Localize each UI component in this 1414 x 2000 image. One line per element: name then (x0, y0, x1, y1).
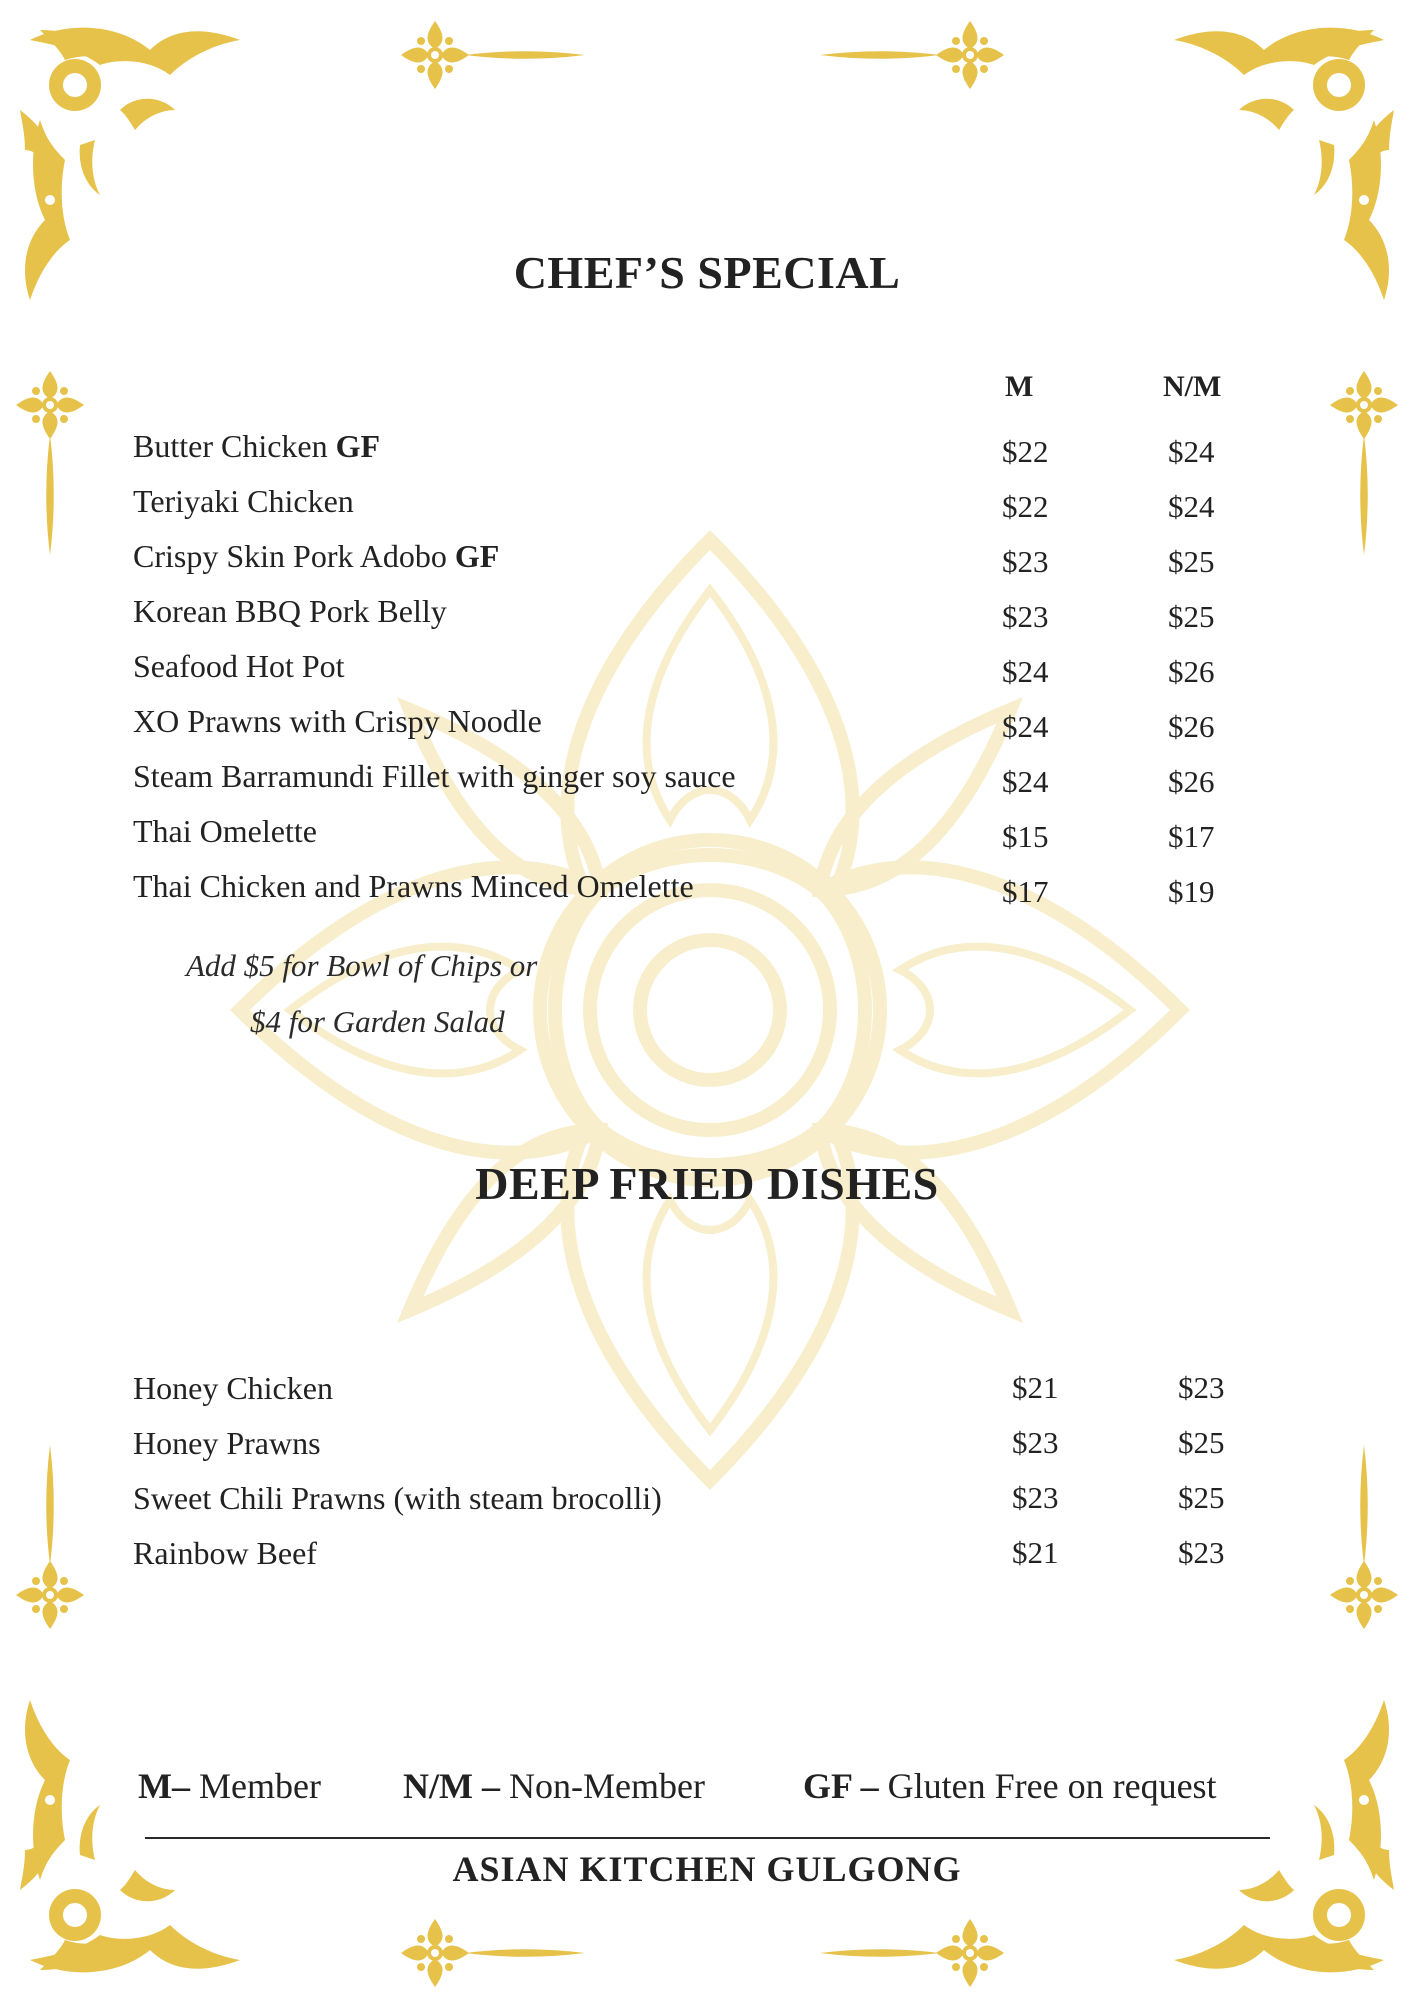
legend-gluten-free (803, 1765, 1217, 1807)
non-member-price: $26 (1168, 709, 1215, 744)
footer-restaurant-name: ASIAN KITCHEN GULGONG (452, 1849, 962, 1889)
non-member-price: $25 (1168, 544, 1215, 579)
menu-item-name (133, 593, 447, 630)
member-price: $24 (1002, 654, 1049, 689)
non-member-price: $24 (1168, 489, 1215, 524)
legend-non-member-text: Non-Member (499, 1766, 705, 1806)
member-price: $23 (1012, 1480, 1059, 1515)
menu-item-name (133, 703, 542, 740)
sides-note-line-1: Add $5 for Bowl of Chips or (186, 948, 538, 983)
non-member-price: $25 (1168, 599, 1215, 634)
flower-ornament-icon (1319, 360, 1409, 560)
menu-item-name (133, 483, 354, 520)
legend-member-text: Member (189, 1766, 321, 1806)
flower-ornament-icon (390, 10, 590, 100)
menu-item-name (133, 1370, 333, 1407)
member-price: $24 (1002, 709, 1049, 744)
member-price: $23 (1002, 599, 1049, 634)
menu-item-name (133, 868, 694, 905)
menu-item-label: Korean BBQ Pork Belly (133, 593, 447, 629)
corner-ornament-icon (1094, 1680, 1414, 2000)
legend-member-key: M– (138, 1766, 190, 1806)
non-member-price: $25 (1178, 1480, 1225, 1515)
menu-item-label: Crispy Skin Pork Adobo (133, 538, 455, 574)
legend-non-member-key: N/M – (403, 1766, 500, 1806)
member-price: $17 (1002, 874, 1049, 909)
flower-ornament-icon (815, 1908, 1015, 1998)
menu-item-name (133, 1425, 321, 1462)
member-price: $23 (1012, 1425, 1059, 1460)
member-price: $22 (1002, 489, 1049, 524)
member-price: $22 (1002, 434, 1049, 469)
gluten-free-tag: GF (454, 538, 500, 574)
menu-item-name (133, 813, 317, 850)
flower-ornament-icon (390, 1908, 590, 1998)
legend-gluten-free-text: Gluten Free on request (878, 1766, 1217, 1806)
menu-item-label: Steam Barramundi Fillet with ginger soy sauce (133, 758, 736, 794)
flower-ornament-icon (1319, 1440, 1409, 1640)
non-member-price: $23 (1178, 1370, 1225, 1405)
legend-non-member (403, 1765, 705, 1807)
menu-item-name (133, 758, 736, 795)
member-price: $21 (1012, 1370, 1059, 1405)
menu-item-label: Butter Chicken (133, 428, 336, 464)
flower-ornament-icon (815, 10, 1015, 100)
non-member-price: $26 (1168, 764, 1215, 799)
section-title-deep-fried: DEEP FRIED DISHES (475, 1158, 939, 1209)
menu-item-name (133, 428, 380, 465)
non-member-price: $17 (1168, 819, 1215, 854)
menu-item-name (133, 648, 345, 685)
gluten-free-tag: GF (335, 428, 381, 464)
menu-item-label: Thai Omelette (133, 813, 317, 849)
non-member-price: $19 (1168, 874, 1215, 909)
menu-item-name (133, 538, 499, 575)
flower-ornament-icon (5, 360, 95, 560)
section-title-chefs-special: CHEF’S SPECIAL (513, 247, 901, 298)
non-member-price: $23 (1178, 1535, 1225, 1570)
non-member-price: $25 (1178, 1425, 1225, 1460)
menu-item-name (133, 1535, 317, 1572)
non-member-price: $26 (1168, 654, 1215, 689)
footer-divider (145, 1837, 1270, 1839)
menu-item-label: Seafood Hot Pot (133, 648, 345, 684)
legend-gluten-free-key: GF – (803, 1766, 879, 1806)
non-member-price: $24 (1168, 434, 1215, 469)
menu-item-label: Thai Chicken and Prawns Minced Omelette (133, 868, 694, 904)
menu-item-label: XO Prawns with Crispy Noodle (133, 703, 542, 739)
corner-ornament-icon (0, 1680, 320, 2000)
flower-ornament-icon (5, 1440, 95, 1640)
member-price: $21 (1012, 1535, 1059, 1570)
menu-item-label: Honey Chicken (133, 1370, 333, 1406)
menu-item-label: Sweet Chili Prawns (with steam brocolli) (133, 1480, 662, 1516)
menu-item-label: Teriyaki Chicken (133, 483, 354, 519)
column-header-non-member: N/M (1163, 370, 1222, 403)
legend-member (138, 1765, 321, 1807)
member-price: $24 (1002, 764, 1049, 799)
menu-item-label: Honey Prawns (133, 1425, 321, 1461)
member-price: $23 (1002, 544, 1049, 579)
column-header-member: M (1005, 370, 1034, 403)
menu-item-name (133, 1480, 662, 1517)
member-price: $15 (1002, 819, 1049, 854)
sides-note-line-2: $4 for Garden Salad (250, 1004, 505, 1039)
menu-item-label: Rainbow Beef (133, 1535, 317, 1571)
